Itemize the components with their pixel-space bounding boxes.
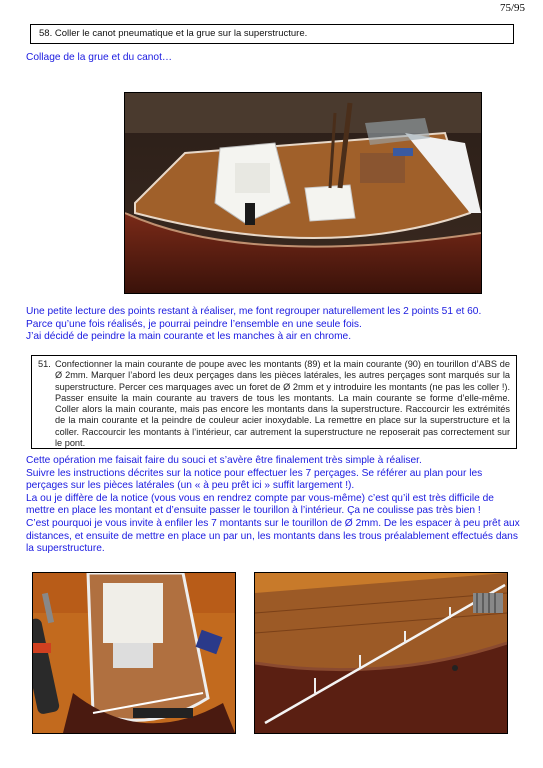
photo-handrail (254, 572, 508, 734)
body-paragraph (26, 455, 522, 556)
body-line-3: La ou je diffère de la notice (vous vous en rendrez compte par vous-même) c’est qu’il est très difficile de mettre en place les montant et d’ensuite passer le tourillon à l’intérieur. Ça ne coulisse pas très bien ! (26, 492, 494, 517)
step-title: 58. Coller le canot pneumatique et la grue sur la superstructure. (39, 28, 308, 39)
intro-paragraph (26, 306, 526, 344)
body-line-4: C’est pourquoi je vous invite à enfiler les 7 montants sur le tourillon de Ø 2mm. De les espacer à peu prêt aux distances, et ensuite de mettre en place un par un, les montants dans les trous préalablement effectués dans la superstructure. (26, 517, 520, 555)
intro-line-2: Parce qu’une fois réalisés, je pourrai peindre l’ensemble en une seule fois. (26, 318, 362, 330)
photo-drilling (32, 572, 236, 734)
instruction-quote-box (31, 355, 517, 449)
caption-collage: Collage de la grue et du canot… (26, 52, 173, 63)
photo-crane-dinghy-svg (125, 93, 481, 293)
instruction-text: Confectionner la main courante de poupe avec les montants (89) et la main courante (90) en tourillon d’ABS de Ø 2mm. Marquer l’abord les deux perçages dans les pièces latérales, les autres perçages sont marqués sur la superstructure. Percer ces marquages avec un foret de Ø 2mm et y introduire les montants (ne pas les coller !). Passer ensuite la main courante au travers de tous les montants. La main courante se forme d’elle-même. Coller alors la main courante, mais pas encore les montants dans la superstructure. Raccourcir les extrémités de la main courante et la peindre de couleur acier inoxydable. La remettre en place sur la superstructure et la coller. Raccourcir les montants à l’intérieur, car autrement la superstructure ne reposerait pas correctement sur le pont. (55, 359, 510, 449)
photo-crane-dinghy (124, 92, 482, 294)
page-number: 75/95 (499, 2, 525, 14)
instruction-number: 51. (38, 359, 51, 369)
body-line-1: Cette opération me faisait faire du souci et s’avère être finalement très simple à réaliser. (26, 455, 422, 466)
photo-drilling-svg (33, 573, 235, 733)
photo-handrail-svg (255, 573, 507, 733)
intro-line-3: J’ai décidé de peindre la main courante et les manches à air en chrome. (26, 331, 352, 343)
intro-line-1: Une petite lecture des points restant à réaliser, me font regrouper naturellement les 2 points 51 et 60. (26, 306, 482, 317)
body-line-2: Suivre les instructions décrites sur la notice pour effectuer les 7 perçages. Se référer au plan pour les perçages sur les pièces latérales (un « à peu prêt ici » suffit largement !). (26, 467, 483, 492)
step-title-box (30, 24, 514, 44)
